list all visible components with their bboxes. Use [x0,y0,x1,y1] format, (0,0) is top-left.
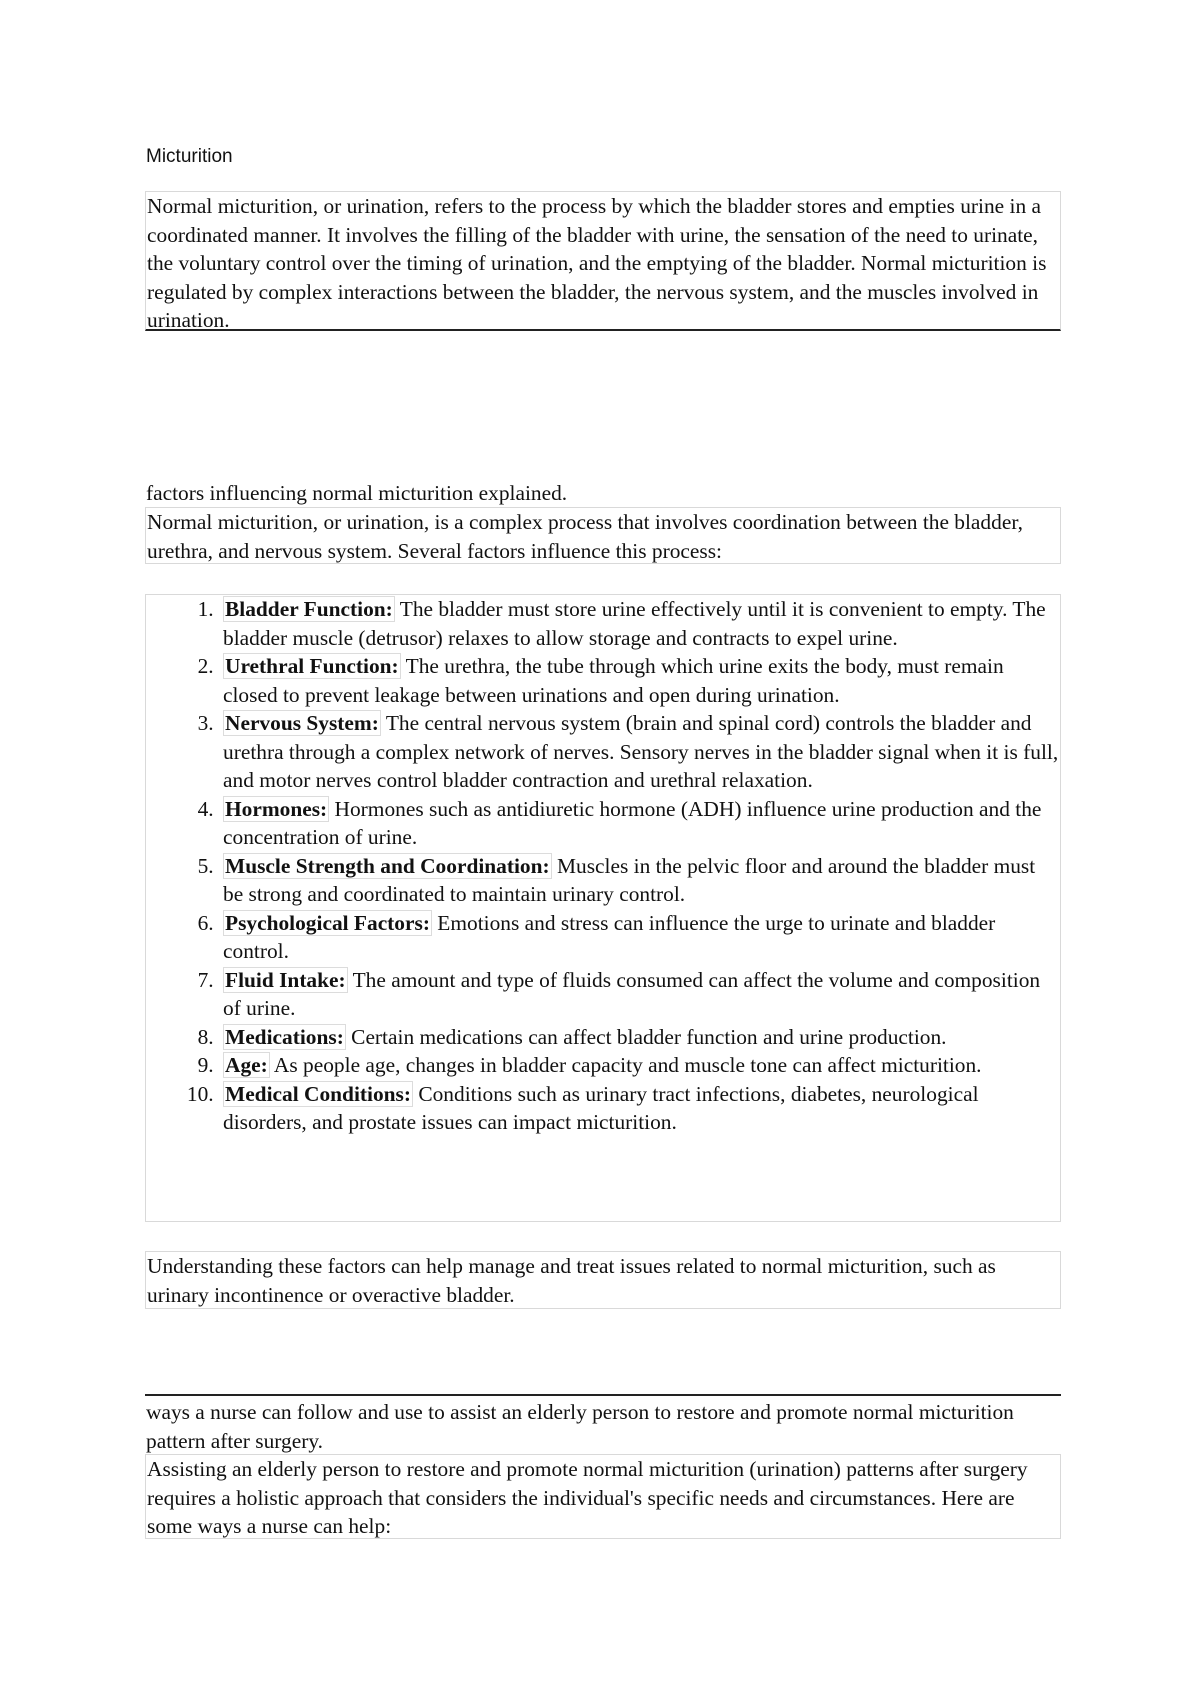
factors-list [147,595,1060,1137]
list-item [219,1080,1060,1137]
list-item [219,595,1060,652]
list-item [219,1051,1060,1080]
list-item-label: Urethral Function: [225,654,399,678]
list-item-label: Medical Conditions: [225,1081,411,1106]
summary-paragraph: Understanding these factors can help manage and treat issues related to normal micturition, such as urinary incontinence or overactive bladder. [145,1251,1061,1309]
factors-intro-paragraph: Normal micturition, or urination, is a complex process that involves coordination between the bladder, urethra, and nervous system. Several factors influence this process: [145,507,1061,564]
list-item-text: Certain medications can affect bladder function and urine production. [345,1024,947,1049]
list-item [219,909,1060,966]
list-item [219,966,1060,1023]
list-item-label: Hormones: [225,796,328,821]
list-item-label: Nervous System: [225,711,379,735]
list-item-text: Hormones such as antidiuretic hormone (ADH) influence urine production and the concentration of urine. [223,796,1042,849]
list-item-label: Age: [225,1053,268,1077]
list-item [219,652,1060,709]
list-item-text: Emotions and stress can influence the urge to urinate and bladder control. [223,910,996,963]
list-item [219,795,1060,852]
nurse-intro-paragraph: Assisting an elderly person to restore and promote normal micturition (urination) patterns after surgery requires a holistic approach that considers the individual's specific needs and circumstances. Here are some ways a nurse can help: [145,1454,1061,1539]
factors-list-container [145,594,1061,1222]
list-item [219,1023,1060,1052]
section-heading: Micturition [146,146,233,167]
intro-paragraph: Normal micturition, or urination, refers to the process by which the bladder stores and empties urine in a coordinated manner. It involves the filling of the bladder with urine, the sensation of the need to urinate, the voluntary control over the timing of urination, and the emptying of the bladder. Normal micturition is regulated by complex interactions between the bladder, the nervous system, and the muscles involved in urination. [145,191,1061,331]
list-item-text: The amount and type of fluids consumed can affect the volume and composition of urine. [223,967,1041,1020]
list-item-text: Conditions such as urinary tract infections, diabetes, neurological disorders, and prostate issues can impact micturition. [223,1081,979,1134]
list-item-label: Fluid Intake: [225,967,346,992]
list-item [219,709,1060,795]
list-item-text: The central nervous system (brain and spinal cord) controls the bladder and urethra through a complex network of nerves. Sensory nerves in the bladder signal when it is full, and motor nerves control bladder contraction and urethral relaxation. [223,711,1059,792]
list-item-text: The bladder must store urine effectively until it is convenient to empty. The bladder muscle (detrusor) relaxes to allow storage and contracts to expel urine. [223,597,1046,650]
list-item-text: Muscles in the pelvic floor and around the bladder must be strong and coordinated to maintain urinary control. [223,853,1036,906]
list-item-label: Medications: [225,1024,344,1049]
section-divider [145,1394,1061,1396]
list-item-text: The urethra, the tube through which urine exits the body, must remain closed to prevent leakage between urinations and open during urination. [223,654,1004,707]
list-item [219,852,1060,909]
list-item-label: Psychological Factors: [225,910,430,935]
nurse-section-title: ways a nurse can follow and use to assist an elderly person to restore and promote normal micturition pattern after surgery. [146,1400,1014,1453]
factors-title: factors influencing normal micturition explained. [146,481,568,505]
list-item-label: Muscle Strength and Coordination: [225,853,550,878]
list-item-text: As people age, changes in bladder capacity and muscle tone can affect micturition. [269,1053,982,1077]
list-item-label: Bladder Function: [225,597,393,621]
